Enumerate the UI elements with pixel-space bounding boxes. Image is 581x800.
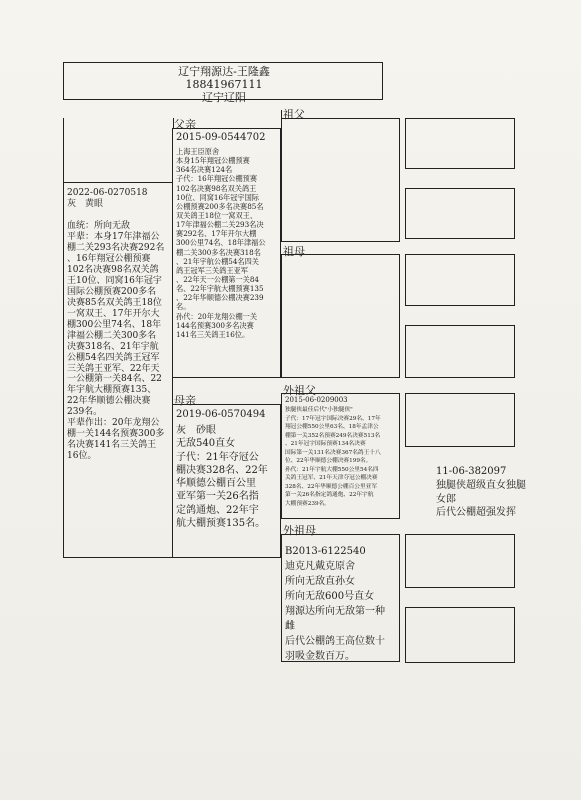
text-line: 子代：21年夺冠公 bbox=[176, 451, 259, 463]
text-line: 位、22年华顺德公棚决赛199名。 bbox=[285, 458, 372, 465]
father-card bbox=[172, 128, 281, 378]
maternal-grandmother-text bbox=[285, 544, 385, 664]
text-line: 国际公棚预赛200多名 bbox=[67, 286, 157, 297]
text-line: B2013-6122540 bbox=[285, 546, 366, 557]
text-line: 名决赛141名三关鸽王 bbox=[67, 440, 157, 451]
text-line: 赛292名、17年开尔大棚 bbox=[176, 229, 257, 239]
text-line: 300公里74名、18年津福公 bbox=[176, 238, 266, 248]
text-line: 一公棚第一关84名、22 bbox=[67, 374, 162, 385]
father-ring: 2015-09-0544702 bbox=[176, 132, 266, 143]
text-line: 雌 bbox=[285, 621, 295, 632]
connector bbox=[63, 118, 64, 182]
father-text bbox=[176, 147, 266, 339]
owner-header-box bbox=[63, 62, 383, 104]
text-line: 迪克凡戴克原舍 bbox=[285, 561, 355, 572]
maternal-grandfather-ring: 2015-06-0209003 bbox=[285, 396, 348, 404]
text-line: 三关鸽王亚军、22年天 bbox=[67, 363, 160, 374]
text-line: 灰 砂眼 bbox=[176, 425, 216, 436]
text-line: 上海王臣原舍 bbox=[176, 147, 220, 156]
great-grandparent-box-4 bbox=[405, 325, 515, 378]
text-line: 所向无敌600号直女 bbox=[285, 591, 375, 602]
text-line: 后代公棚超强发挥 bbox=[436, 507, 516, 519]
mother-card bbox=[172, 404, 281, 558]
text-line: 航大棚预赛135名。 bbox=[176, 518, 266, 530]
text-line: 棚二关300多名决赛318名 bbox=[176, 247, 261, 257]
text-line: 独腿侠最佳后代"小独腿侠" bbox=[285, 407, 353, 413]
text-line: 无敌540直女 bbox=[176, 438, 236, 450]
text-line: 棚决赛328名、22年 bbox=[176, 464, 268, 476]
text-line: 22年华顺德公棚决赛 bbox=[67, 396, 151, 407]
maternal-grandfather-text bbox=[285, 406, 381, 509]
text-line: 津福公棚二关300多名 bbox=[67, 330, 157, 341]
text-line: 、16年翔冠公棚预赛 bbox=[67, 253, 151, 264]
great-grandparent-box-8 bbox=[405, 607, 515, 663]
text-line: 、22年天一公棚第一关84 bbox=[176, 274, 259, 284]
text-line: 328名、22年华顺德公棚百公里亚军 bbox=[285, 483, 378, 490]
owner-name: 辽宁翔源达-王隆鑫 bbox=[178, 65, 270, 78]
maternal-grandmother-label: 外祖母 bbox=[283, 524, 316, 537]
great-grandparent-box-5 bbox=[405, 393, 515, 447]
maternal-grandfather-card bbox=[281, 393, 400, 519]
text-line: 141名三关鸽王16位。 bbox=[176, 329, 250, 339]
text-line: 亚军第一关26名指 bbox=[176, 491, 259, 503]
mother-text bbox=[176, 424, 268, 530]
great-grandparent-box-3 bbox=[405, 254, 515, 306]
owner-phone: 18841967111 bbox=[185, 78, 263, 91]
text-line: 平辈作出：20年龙翔公 bbox=[67, 418, 160, 429]
text-line bbox=[67, 210, 164, 221]
text-line: 本身15年翔冠公棚预赛 bbox=[176, 156, 250, 166]
maternal-grandfather-label: 外祖父 bbox=[283, 384, 316, 397]
text-line: 公棚54名四关鸽王冠军 bbox=[67, 352, 160, 363]
text-line: 翔冠公棚550公里63名、18年孟津公 bbox=[285, 424, 379, 431]
text-line: 棚第一关352名预赛249名决赛513名 bbox=[285, 432, 381, 439]
text-line: 239名。 bbox=[67, 407, 103, 418]
connector bbox=[281, 110, 282, 118]
grandfather-label: 祖父 bbox=[283, 108, 305, 121]
text-line: 王10位、同窝16年冠宇 bbox=[67, 275, 162, 286]
text-line: 大棚预赛239名。 bbox=[285, 501, 330, 508]
text-line: 羽吸金数百万。 bbox=[285, 651, 355, 662]
owner-location: 辽宁辽阳 bbox=[202, 91, 246, 104]
text-line: 定鸽通炮、22年宇 bbox=[176, 504, 259, 516]
text-line: 翔源达所向无敌第一种 bbox=[285, 606, 385, 617]
text-line: 364名决赛124名 bbox=[176, 165, 233, 175]
text-line: 公棚预赛200多名决赛85名 bbox=[176, 201, 264, 211]
text-line: 灰 黄眼 bbox=[67, 198, 104, 209]
grandfather-card bbox=[281, 118, 400, 242]
text-line: 144名预赛300多名决赛 bbox=[176, 320, 254, 330]
text-line: 关鸽王冠军、21年天津夺冠公棚决赛 bbox=[285, 475, 378, 482]
mother-ring: 2019-06-0570494 bbox=[176, 409, 266, 420]
text-line: 平辈：本身17年津福公 bbox=[67, 231, 160, 242]
text-line: 棚一关144名预赛300多 bbox=[67, 429, 165, 440]
text-line: 名。 bbox=[176, 302, 191, 312]
text-line: 独腿侠超级直女独腿 bbox=[436, 479, 526, 491]
text-line: 、21年冠宇国际预赛134名决赛 bbox=[285, 441, 366, 448]
grandmother-label: 祖母 bbox=[283, 245, 305, 258]
text-line: 子代：16年翔冠公棚预赛 bbox=[176, 174, 258, 184]
text-line: 10位、同窝16年冠宇国际 bbox=[176, 192, 259, 202]
text-line: 102名决赛98名双关鸽王 bbox=[176, 183, 257, 193]
text-line: 后代公棚鸽王高位数十 bbox=[285, 636, 385, 647]
text-line: 华顺德公棚百公里 bbox=[176, 478, 256, 490]
text-line: 决赛318名、21年宇航 bbox=[67, 341, 159, 352]
text-line: 2022-06-0270518 bbox=[67, 188, 148, 198]
text-line: 国际第一关131名决赛367名鸽王十八 bbox=[285, 449, 381, 456]
text-line: 子代：17年冠宇国际决赛29名、17年 bbox=[285, 415, 381, 422]
grandmother-card bbox=[281, 254, 400, 378]
text-line: 双关鸽王18位一窝双王、 bbox=[176, 210, 258, 220]
text-line: 鸽王冠军三关鸽王亚军 bbox=[176, 265, 248, 275]
text-line: 名、22年宇航大棚预赛135 bbox=[176, 284, 264, 294]
text-line: 、22年华顺德公棚决赛239 bbox=[176, 293, 264, 303]
main-bird-card bbox=[63, 182, 173, 558]
text-line: 年宇航大棚预赛135、 bbox=[67, 385, 157, 396]
text-line: 孙代：20年龙翔公棚一关 bbox=[176, 311, 258, 321]
main-bird-text bbox=[67, 188, 164, 462]
text-line: 决赛85名双关鸽王18位 bbox=[67, 297, 162, 308]
mother-label: 母亲 bbox=[174, 394, 196, 407]
text-line: 孙代：21年宇航大棚550公里54名四 bbox=[285, 466, 379, 473]
text-line: 、21年宇航公棚54名四关 bbox=[176, 256, 259, 266]
great-grandparent-box-1 bbox=[405, 118, 515, 169]
text-line: 11-06-382097 bbox=[436, 466, 507, 477]
text-line: 第一关26名指定鸽通炮、22年宇航 bbox=[285, 492, 374, 499]
great-grandparent-box-2 bbox=[405, 188, 515, 239]
great-grandparent-6-text bbox=[436, 465, 526, 520]
text-line: 血统：所向无敌 bbox=[67, 220, 131, 231]
text-line: 16位。 bbox=[67, 451, 97, 462]
text-line: 一窝双王、17年开尔大 bbox=[67, 308, 160, 319]
text-line: 102名决赛98名双关鸽 bbox=[67, 264, 159, 275]
great-grandparent-box-7 bbox=[405, 534, 515, 588]
text-line: 女郎 bbox=[436, 493, 456, 505]
maternal-grandmother-card bbox=[281, 534, 400, 662]
text-line: 棚二关293名决赛292名 bbox=[67, 242, 165, 253]
text-line: 17年津福公棚二关293名决 bbox=[176, 220, 264, 230]
text-line: 棚300公里74名、18年 bbox=[67, 319, 162, 330]
father-label: 父亲 bbox=[174, 118, 196, 131]
text-line: 所向无敌直孙女 bbox=[285, 576, 355, 587]
